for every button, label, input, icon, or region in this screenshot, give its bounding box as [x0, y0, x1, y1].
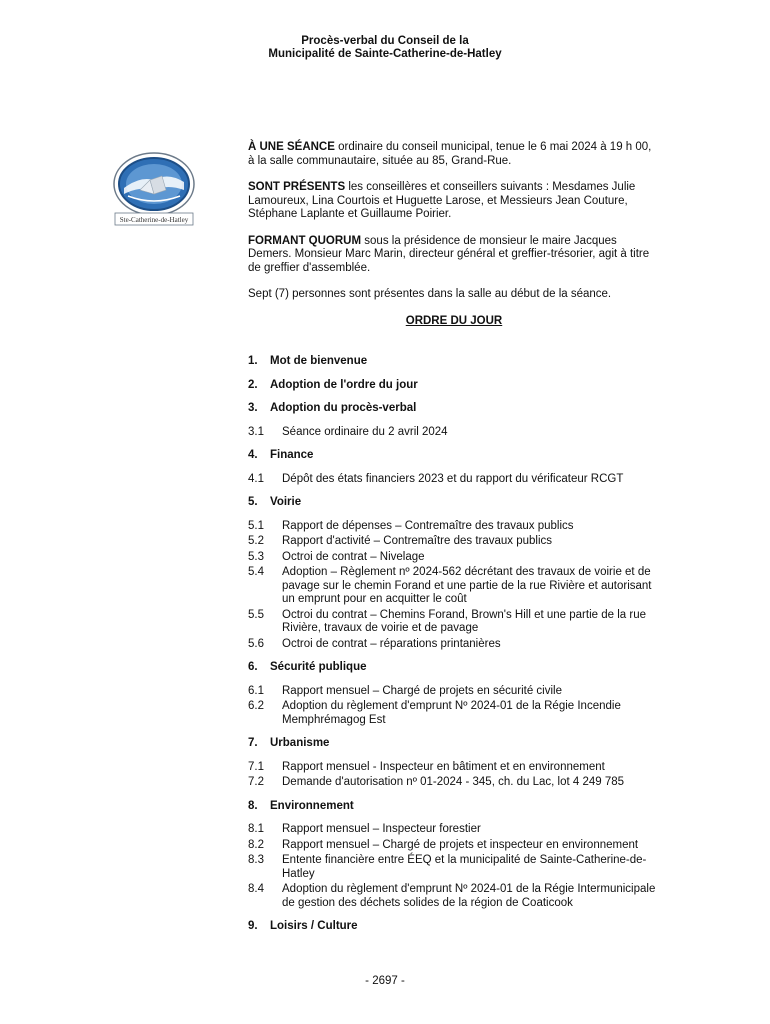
agenda-item-text: Séance ordinaire du 2 avril 2024	[282, 425, 448, 438]
municipal-logo-icon	[110, 150, 198, 230]
agenda-section-title: Adoption du procès-verbal	[270, 402, 417, 414]
agenda-item-number: 4.1	[248, 472, 264, 485]
session-paragraph	[248, 141, 660, 168]
agenda-section-title: Environnement	[270, 799, 354, 812]
agenda-subitems	[248, 761, 660, 790]
agenda-item-number: 5.3	[248, 550, 264, 563]
agenda-section	[248, 402, 660, 416]
page-number: - 2697 -	[365, 975, 405, 987]
agenda-item-text: Dépôt des états financiers 2023 et du rapport du vérificateur RCGT	[282, 472, 624, 485]
agenda-section-title: Loisirs / Culture	[270, 920, 358, 932]
agenda-item-number: 6.2	[248, 700, 264, 712]
agenda-section	[248, 449, 660, 463]
agenda-item-number: 5.2	[248, 535, 264, 547]
agenda-item-text: Adoption du règlement d'emprunt Nº 2024-01 de la Régie Incendie Memphrémagog Est	[282, 700, 621, 726]
quorum-text: sous la présidence de monsieur le maire Jacques Demers. Monsieur Marc Marin, directeur général et greffier-trésorier, agit à titre de greffier d'assemblée.	[248, 234, 650, 274]
agenda-item-text: Entente financière entre ÉEQ et la municipalité de Sainte-Catherine-de-Hatley	[282, 854, 647, 880]
agenda-section-number: 5.	[248, 496, 258, 508]
agenda-item	[248, 551, 660, 565]
agenda-item	[248, 700, 660, 727]
header-line-1: Procès-verbal du Conseil de la	[301, 35, 469, 47]
agenda-section-number: 6.	[248, 661, 258, 673]
agenda-item	[248, 426, 660, 440]
agenda-section	[248, 737, 660, 751]
agenda-title: ORDRE DU JOUR	[405, 314, 503, 327]
attendees-text: les conseillères et conseillers suivants : Mesdames Julie Lamoureux, Lina Courtois et Huguette Larose, et Messieurs Jean Couture, Stéphane Laplante et Guillaume Poirier.	[248, 181, 636, 220]
agenda-section-title: Adoption de l'ordre du jour	[270, 378, 418, 391]
agenda-section	[248, 379, 660, 393]
agenda-item	[248, 685, 660, 699]
agenda-section-number: 3.	[248, 402, 258, 414]
agenda-section	[248, 661, 660, 675]
document-body	[248, 141, 660, 944]
agenda-item-text: Rapport mensuel – Inspecteur forestier	[282, 823, 481, 835]
agenda-item-text: Rapport mensuel - Inspecteur en bâtiment et en environnement	[282, 760, 605, 773]
agenda-section-number: 2.	[248, 378, 258, 391]
municipal-logo	[110, 150, 198, 230]
agenda-section	[248, 496, 660, 510]
agenda-subitems	[248, 685, 660, 728]
agenda-section-title: Voirie	[270, 496, 302, 508]
audience-paragraph: Sept (7) personnes sont présentes dans la salle au début de la séance.	[248, 288, 612, 300]
agenda-section	[248, 355, 660, 369]
agenda-item	[248, 839, 660, 853]
agenda-item-number: 8.2	[248, 838, 264, 851]
agenda-item-text: Demande d'autorisation nº 01-2024 - 345, ch. du Lac, lot 4 249 785	[282, 776, 625, 788]
session-lead: À UNE SÉANCE	[248, 141, 335, 153]
agenda-section-number: 4.	[248, 449, 258, 461]
agenda-item-text: Adoption du règlement d'emprunt Nº 2024-01 de la Régie Intermunicipale de gestion des déchets solides de la région de Coaticook	[282, 883, 656, 909]
agenda-item-text: Octroi du contrat – Chemins Forand, Brown's Hill et une partie de la rue Rivière, travaux de voirie et de pavage	[282, 608, 646, 634]
agenda-item	[248, 566, 660, 607]
agenda-section-number: 9.	[248, 920, 258, 932]
agenda-item-number: 7.2	[248, 776, 264, 788]
agenda-section	[248, 800, 660, 814]
agenda-item-number: 5.4	[248, 566, 264, 578]
agenda-item	[248, 520, 660, 534]
agenda-section-title: Urbanisme	[270, 737, 330, 749]
session-text: ordinaire du conseil municipal, tenue le 6 mai 2024 à 19 h 00, à la salle communautaire, située au 85, Grand-Rue.	[248, 141, 652, 167]
agenda-list	[248, 355, 660, 934]
header-line-2: Municipalité de Sainte-Catherine-de-Hatley	[268, 48, 502, 60]
agenda-section	[248, 920, 660, 934]
document-header	[0, 35, 770, 61]
agenda-item-number: 5.1	[248, 519, 264, 532]
agenda-section-number: 7.	[248, 737, 258, 749]
agenda-section-number: 8.	[248, 799, 258, 812]
agenda-item	[248, 883, 660, 910]
agenda-subitems	[248, 473, 660, 487]
agenda-section-title: Finance	[270, 449, 314, 461]
agenda-section-number: 1.	[248, 355, 258, 367]
agenda-item-text: Rapport de dépenses – Contremaître des travaux publics	[282, 519, 574, 532]
agenda-item-number: 8.3	[248, 854, 264, 866]
agenda-item-text: Octroi de contrat – réparations printanières	[282, 637, 501, 650]
agenda-item-text: Adoption – Règlement nº 2024-562 décrétant des travaux de voirie et de pavage sur le chemin Forand et une partie de la rue Rivière et autorisant un emprunt pour en acquitter le coût	[282, 566, 652, 605]
agenda-item-text: Rapport mensuel – Chargé de projets en sécurité civile	[282, 684, 562, 697]
agenda-item-number: 8.1	[248, 823, 264, 835]
quorum-lead: FORMANT QUORUM	[248, 234, 362, 247]
agenda-item	[248, 609, 660, 636]
agenda-item	[248, 823, 660, 837]
agenda-item	[248, 535, 660, 549]
agenda-subitems	[248, 426, 660, 440]
agenda-section-title: Mot de bienvenue	[270, 355, 368, 367]
agenda-item-text: Rapport d'activité – Contremaître des travaux publics	[282, 535, 553, 547]
agenda-item-number: 8.4	[248, 883, 264, 895]
agenda-item	[248, 776, 660, 790]
attendees-lead: SONT PRÉSENTS	[248, 181, 346, 193]
agenda-item-number: 5.5	[248, 608, 264, 621]
agenda-subitems	[248, 823, 660, 910]
agenda-item	[248, 761, 660, 775]
agenda-item	[248, 473, 660, 487]
agenda-item-text: Rapport mensuel – Chargé de projets et inspecteur en environnement	[282, 838, 639, 851]
agenda-item-number: 6.1	[248, 684, 264, 697]
agenda-section-title: Sécurité publique	[270, 661, 367, 673]
attendees-paragraph	[248, 181, 660, 222]
agenda-item-number: 7.1	[248, 760, 264, 773]
agenda-item-number: 3.1	[248, 425, 264, 438]
logo-caption: Ste-Catherine-de-Hatley	[119, 216, 189, 224]
agenda-item	[248, 638, 660, 652]
quorum-paragraph	[248, 235, 660, 276]
agenda-item-number: 5.6	[248, 637, 264, 650]
agenda-item-text: Octroi de contrat – Nivelage	[282, 550, 425, 563]
agenda-item	[248, 854, 660, 881]
agenda-subitems	[248, 520, 660, 652]
